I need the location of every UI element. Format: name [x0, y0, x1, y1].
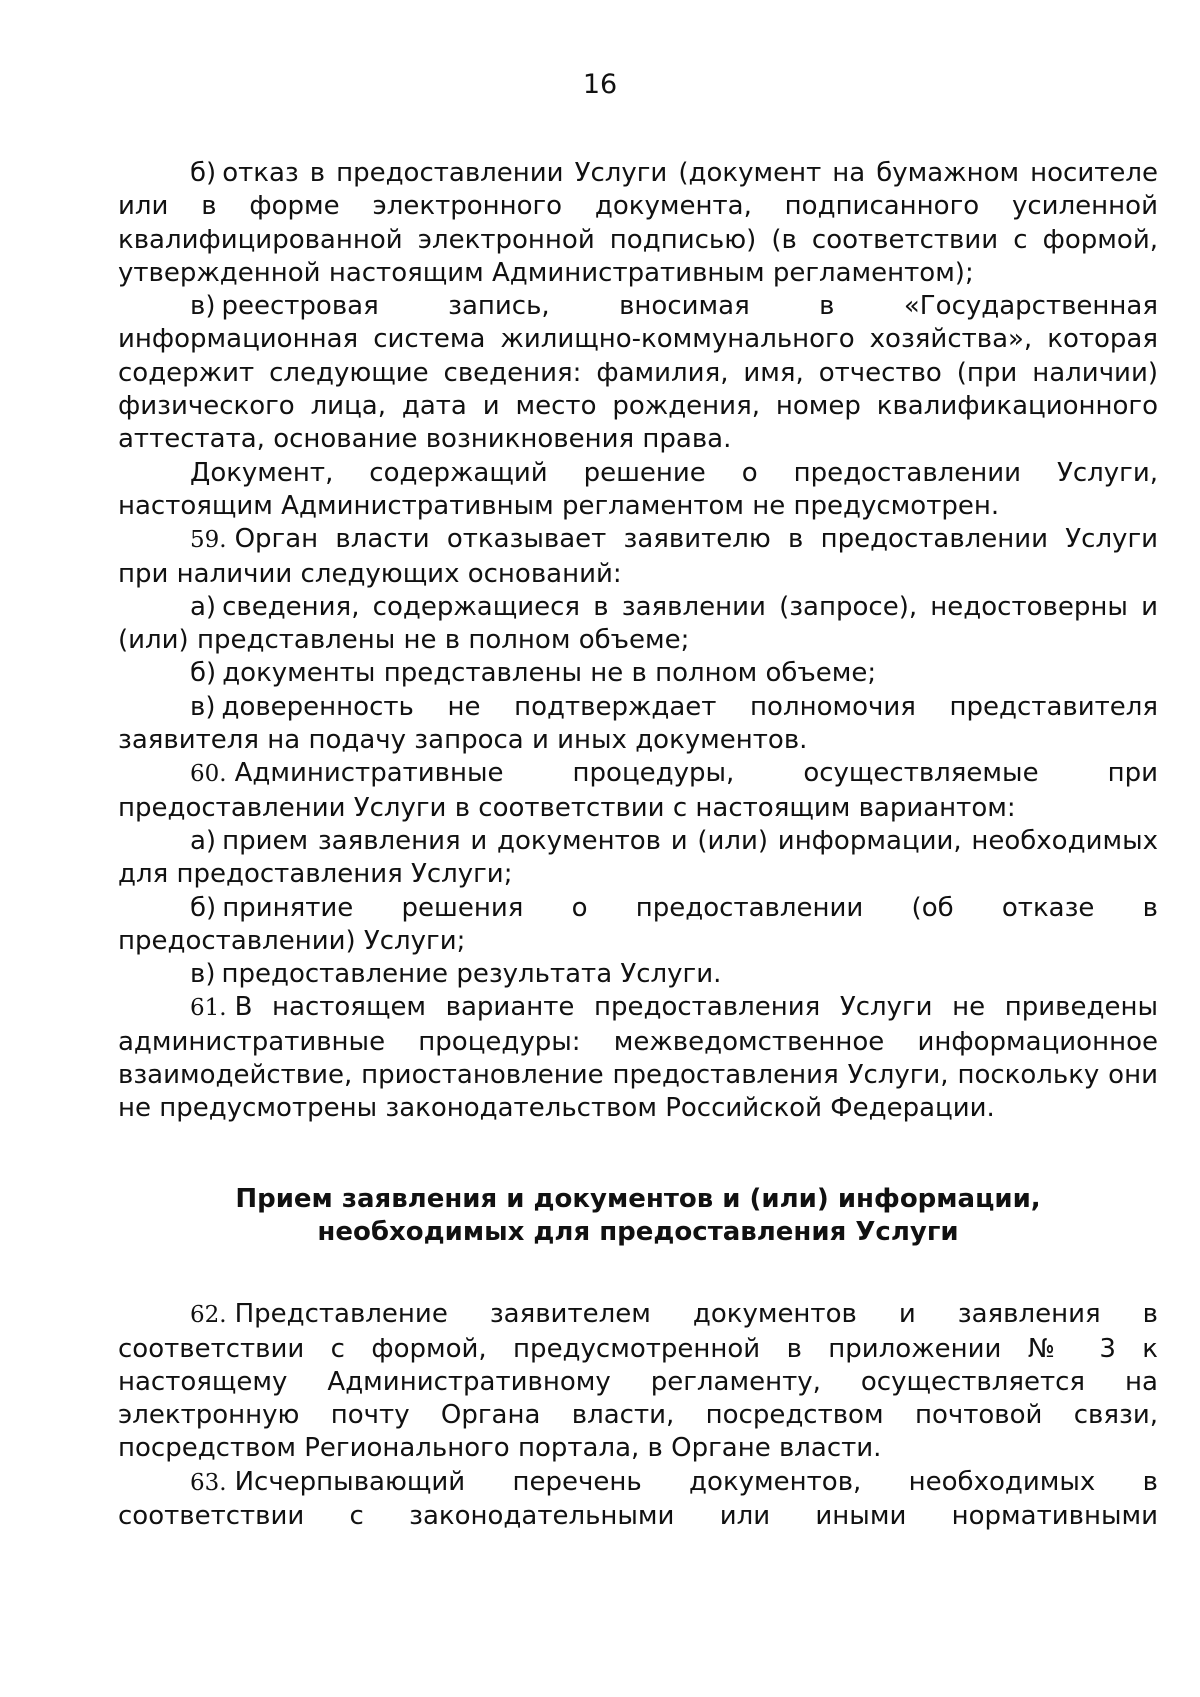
list-item-v: [118, 958, 1158, 991]
section-heading-line2: необходимых для предоставления Услуги: [317, 1216, 959, 1247]
section-heading: [118, 1183, 1158, 1250]
list-item-v: [118, 290, 1158, 456]
item-text: сведения, содержащиеся в заявлении (запросе), недостоверны и (или) представлены не в полном объеме;: [118, 591, 1158, 656]
paragraph-text: Исчерпывающий перечень документов, необходимых в соответствии с законодательными или иными нормативными: [118, 1466, 1158, 1531]
item-label: б): [190, 658, 217, 689]
document-body: [118, 157, 1158, 1533]
paragraph-number: 63.: [190, 1469, 227, 1496]
item-text: отказ в предоставлении Услуги (документ на бумажном носителе или в форме электронного документа, подписанного усиленной квалифицированной электронной подписью) (в соответствии с формой, утвержденной настоящим Административным регламентом);: [118, 158, 1158, 288]
paragraph-number: 59.: [190, 527, 227, 554]
item-text: принятие решения о предоставлении (об отказе в предоставлении) Услуги;: [118, 892, 1158, 956]
item-text: предоставление результата Услуги.: [221, 959, 722, 990]
item-text: доверенность не подтверждает полномочия представителя заявителя на подачу запроса и иных документов.: [118, 691, 1158, 756]
item-label: в): [190, 959, 216, 990]
item-label: а): [190, 825, 217, 856]
paragraph-text: Административные процедуры, осуществляемые при предоставлении Услуги в соответствии с настоящим вариантом:: [118, 758, 1158, 823]
item-text: документы представлены не в полном объеме;: [222, 658, 877, 689]
paragraph-number: 62.: [190, 1302, 227, 1329]
numbered-paragraph-60: [118, 757, 1158, 825]
item-label: б): [190, 158, 217, 188]
item-text: реестровая запись, вносимая в «Государственная информационная система жилищно-коммунального хозяйства», которая содержит следующие сведения: фамилия, имя, отчество (при наличии) физического лица, дата и место рождения, номер квалификационного аттестата, основание возникновения права.: [118, 291, 1158, 455]
paragraph: [118, 457, 1158, 524]
item-label: а): [190, 591, 217, 622]
paragraph-text: В настоящем варианте предоставления Услуги не приведены административные процедуры: межведомственное информационное взаимодействие, приостановление предоставления Услуги, поскольку они не предусмотрены законодательством Российской Федерации.: [118, 992, 1158, 1124]
page-number: 16: [582, 69, 618, 100]
paragraph-text: Орган власти отказывает заявителю в предоставлении Услуги при наличии следующих оснований:: [118, 524, 1158, 589]
list-item-b: [118, 657, 1158, 690]
item-text: прием заявления и документов и (или) информации, необходимых для предоставления Услуги;: [118, 825, 1158, 890]
list-item-a: [118, 825, 1158, 892]
section-heading-line1: Прием заявления и документов и (или) информации,: [235, 1183, 1041, 1214]
paragraph-text: Представление заявителем документов и заявления в соответствии с формой, предусмотренной в приложении № 3 к настоящему Административному регламенту, осуществляется на электронную почту Органа власти, посредством почтовой связи, посредством Регионального портала, в Органе власти.: [118, 1299, 1158, 1464]
numbered-paragraph-63: [118, 1466, 1158, 1534]
list-item-b: [118, 157, 1158, 290]
paragraph-number: 61.: [190, 995, 227, 1022]
list-item-v: [118, 691, 1158, 758]
item-label: б): [190, 892, 217, 923]
numbered-paragraph-62: [118, 1298, 1158, 1465]
list-item-a: [118, 591, 1158, 658]
list-item-b: [118, 892, 1158, 959]
numbered-paragraph-61: [118, 991, 1158, 1125]
item-label: в): [190, 691, 216, 722]
paragraph-text: Документ, содержащий решение о предоставлении Услуги, настоящим Административным регламентом не предусмотрен.: [118, 457, 1158, 521]
item-label: в): [190, 291, 216, 322]
numbered-paragraph-59: [118, 523, 1158, 591]
paragraph-number: 60.: [190, 761, 227, 788]
